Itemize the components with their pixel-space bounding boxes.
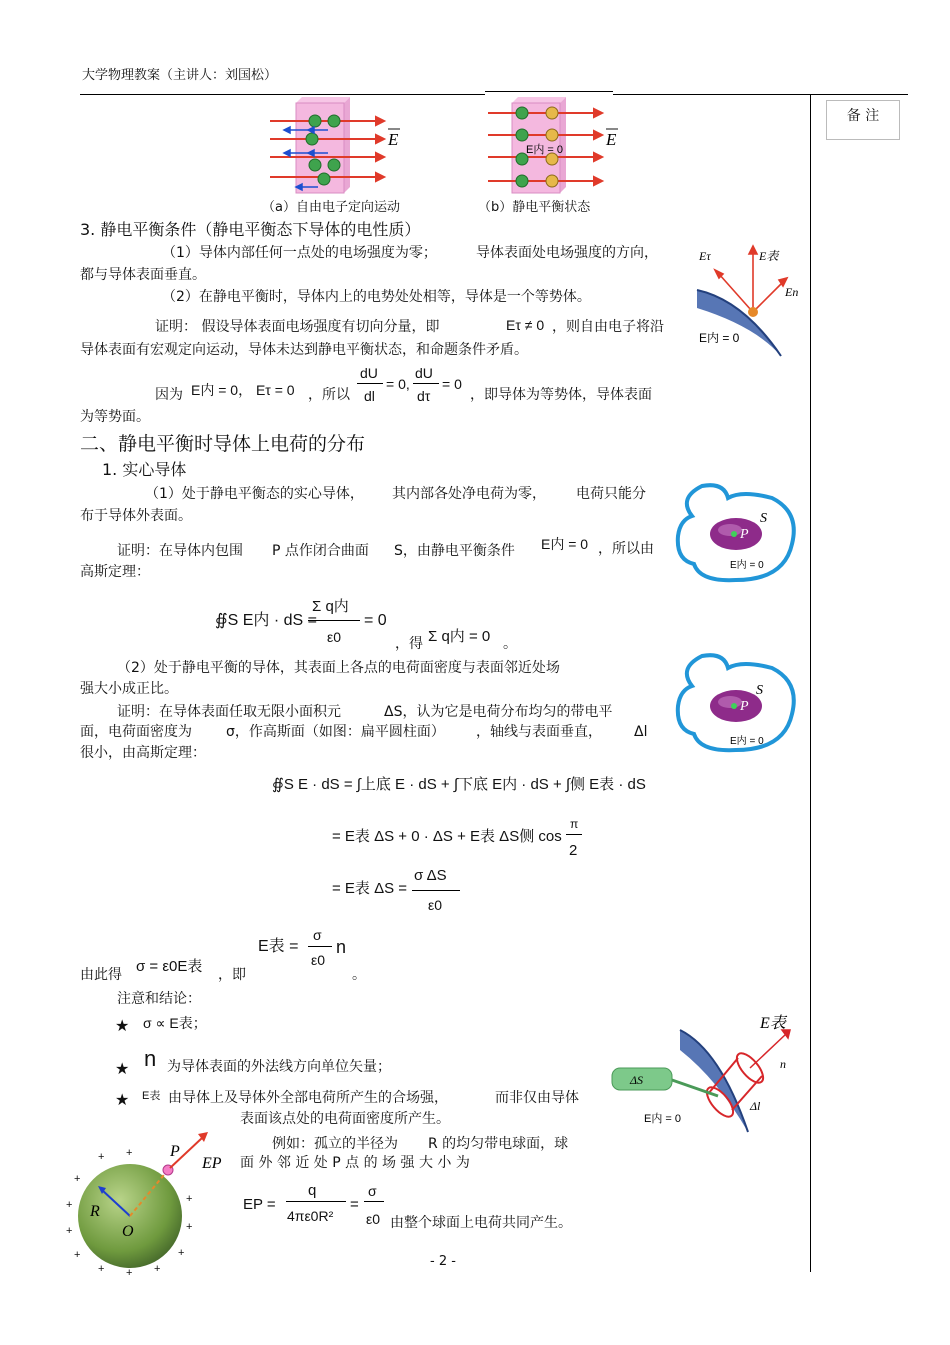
- eq-gauss-eval: = E表 ΔS + 0 · ΔS + E表 ΔS侧 cos: [332, 828, 562, 845]
- header-rule-mid: [485, 91, 613, 92]
- note-3-E: E表: [142, 1090, 161, 1102]
- proof1d: E内 = 0: [541, 536, 589, 552]
- dtau-denominator: dτ: [417, 388, 431, 404]
- svg-text:P: P: [740, 527, 749, 542]
- eq-result-num: σ ΔS: [414, 867, 447, 884]
- eq-result: = E表 ΔS =: [332, 880, 408, 897]
- field-label-a: E: [388, 130, 399, 149]
- page-number: - 2 -: [430, 1254, 456, 1269]
- eq-zero-2: = 0: [442, 376, 462, 392]
- p1a: （1）处于静电平衡态的实心导体，: [145, 486, 364, 502]
- figure-equilibrium: [486, 95, 636, 195]
- notes-title: 注意和结论：: [117, 991, 201, 1007]
- note-3b: 而非仅由导体: [495, 1090, 579, 1106]
- eq-result-den: ε0: [428, 897, 443, 913]
- proof2a: 证明：在导体表面任取无限小面积元: [117, 704, 341, 720]
- star-1: ★: [115, 1016, 130, 1035]
- svg-text:EP: EP: [202, 1155, 222, 1172]
- svg-text:E内 = 0: E内 = 0: [730, 736, 764, 747]
- eq-pi: π: [570, 817, 579, 831]
- svg-text:E内 = 0: E内 = 0: [730, 560, 764, 571]
- proof1f: 高斯定理：: [80, 564, 150, 580]
- svg-text:+: +: [74, 1249, 81, 1261]
- p1b: 其内部各处净电荷为零，: [392, 486, 546, 502]
- ep-eq: =: [350, 1196, 359, 1213]
- period: 。: [503, 636, 517, 652]
- proof1c: S，由静电平衡条件: [394, 543, 515, 559]
- header-title: 大学物理教案（主讲人：刘国松）: [82, 68, 278, 83]
- svg-text:S: S: [760, 511, 767, 526]
- header-rule-right: [613, 94, 908, 95]
- proof-eq: Eτ ≠ 0: [506, 317, 545, 333]
- section2-title: 二、静电平衡时导体上电荷的分布: [80, 433, 366, 455]
- proof-b: ，则自由电子将沿: [552, 319, 664, 335]
- note-3a: 由导体上及导体外全部电荷所产生的合场强，: [168, 1090, 448, 1106]
- svg-text:+: +: [66, 1225, 73, 1237]
- e-vector: E表 =: [258, 938, 299, 955]
- note-2: 为导体表面的外法线方向单位矢量；: [167, 1059, 391, 1075]
- section3-title: 3. 静电平衡条件（静电平衡态下导体的电性质）: [80, 220, 421, 239]
- svg-text:P: P: [740, 699, 749, 714]
- svg-text:+: +: [74, 1173, 81, 1185]
- condition-2: （2）在静电平衡时，导体内上的电势处处相等，导体是一个等势体。: [162, 289, 591, 305]
- n-vector: n: [336, 937, 347, 957]
- p1c: 电荷只能分: [576, 486, 646, 502]
- margin-divider: [810, 94, 811, 1272]
- thus: 由此得: [80, 967, 122, 983]
- svg-text:E内 = 0: E内 = 0: [644, 1113, 681, 1125]
- de: ，得: [395, 636, 423, 652]
- proof1e: ，所以由: [598, 541, 654, 557]
- eq-two: 2: [569, 842, 578, 859]
- ep-num-2: σ: [368, 1183, 377, 1199]
- because: 因为: [155, 387, 183, 403]
- svg-text:P: P: [170, 1143, 180, 1160]
- svg-text:n: n: [780, 1057, 786, 1071]
- svg-text:E表: E表: [760, 1015, 786, 1032]
- ep-den-1: 4πε0R²: [287, 1208, 334, 1224]
- notes-box: [826, 100, 900, 140]
- svg-text:+: +: [186, 1221, 193, 1233]
- eq-conditions: E内 = 0， Eτ = 0: [191, 382, 295, 398]
- gauss-lhs: ∯S E内 · dS =: [215, 612, 317, 629]
- gauss-num: Σ q内: [312, 598, 349, 615]
- svg-text:O: O: [122, 1223, 134, 1240]
- p1d: 布于导体外表面。: [80, 508, 192, 524]
- figure-surface-field: [695, 238, 805, 368]
- condition-1c: 都与导体表面垂直。: [80, 267, 206, 283]
- condition-1b: 导体表面处电场强度的方向，: [476, 245, 658, 261]
- svg-text:+: +: [66, 1199, 73, 1211]
- conclusion-b: 为等势面。: [80, 409, 150, 425]
- note-1: σ ∝ E表；: [143, 1015, 207, 1031]
- proof-a: 证明： 假设导体表面电场强度有切向分量，即: [155, 319, 440, 335]
- svg-text:En: En: [785, 285, 799, 299]
- figure-gauss-cylinder: [610, 1010, 800, 1140]
- ji: ，即: [218, 967, 246, 983]
- svg-text:R: R: [90, 1203, 100, 1220]
- condition-1a: （1）导体内部任何一点处的电场强度为零；: [162, 245, 437, 261]
- p2a: （2）处于静电平衡的导体，其表面上各点的电荷面密度与表面邻近处场: [117, 660, 560, 676]
- sum-q: Σ q内 = 0: [428, 628, 491, 645]
- so: ，所以: [308, 387, 350, 403]
- sigma-eq: σ = ε0E表: [136, 958, 203, 975]
- eq-zero-1: = 0,: [386, 376, 410, 392]
- svg-text:+: +: [98, 1151, 105, 1163]
- fig-b-caption: （b）静电平衡状态: [478, 200, 591, 215]
- proof2d: σ，作高斯面（如图：扁平圆柱面）: [226, 724, 445, 740]
- svg-text:+: +: [126, 1147, 133, 1159]
- svg-text:+: +: [154, 1263, 161, 1275]
- figure-free-electrons: [268, 95, 418, 195]
- svg-text:Δl: Δl: [750, 1099, 761, 1113]
- svg-text:Eτ: Eτ: [699, 249, 711, 263]
- notes-label: 备 注: [846, 108, 880, 124]
- frac-num: σ: [313, 927, 322, 943]
- svg-text:E: E: [606, 130, 617, 149]
- figure-solid-conductor: [672, 480, 802, 585]
- period-2: 。: [352, 967, 366, 983]
- note-3c: 表面该点处的电荷面密度所产生。: [240, 1111, 450, 1127]
- svg-text:+: +: [98, 1263, 105, 1275]
- frac-den: ε0: [311, 952, 326, 968]
- example-b: R 的均匀带电球面，球: [428, 1136, 569, 1152]
- svg-text:+: +: [126, 1267, 133, 1279]
- ep-tail: 由整个球面上电荷共同产生。: [390, 1215, 572, 1231]
- du-numerator-1: dU: [360, 365, 378, 381]
- gauss-den: ε0: [327, 629, 342, 645]
- proof2f: Δl: [634, 724, 648, 740]
- example-a: 例如：孤立的半径为: [272, 1136, 398, 1152]
- ep-den-2: ε0: [366, 1211, 381, 1227]
- dl-denominator: dl: [364, 388, 375, 404]
- fig-a-caption: （a）自由电子定向运动: [262, 200, 400, 215]
- svg-text:S: S: [756, 683, 763, 698]
- svg-text:E内 = 0: E内 = 0: [699, 331, 740, 345]
- svg-text:+: +: [186, 1193, 193, 1205]
- proof2e: ，轴线与表面垂直，: [476, 724, 602, 740]
- proof2b: ΔS，认为它是电荷分布均匀的带电平: [384, 704, 613, 720]
- star-2: ★: [115, 1059, 130, 1078]
- figure-charged-sphere: [62, 1130, 230, 1279]
- du-numerator-2: dU: [415, 365, 433, 381]
- conclusion-a: ，即导体为等势体，导体表面: [470, 387, 652, 403]
- proof-c: 导体表面有宏观定向运动，导体未达到静电平衡状态，和命题条件矛盾。: [80, 342, 528, 358]
- proof1b: P 点作闭合曲面: [272, 543, 369, 559]
- subsection-solid: 1. 实心导体: [102, 460, 187, 479]
- svg-text:E表: E表: [759, 249, 779, 263]
- svg-text:E内 = 0: E内 = 0: [526, 144, 563, 156]
- example-c: 面 外 邻 近 处 P 点 的 场 强 大 小 为: [240, 1155, 470, 1171]
- proof2g: 很小，由高斯定理：: [80, 745, 206, 761]
- star-3: ★: [115, 1090, 130, 1109]
- ep-lhs: EP =: [243, 1196, 276, 1213]
- proof1a: 证明：在导体内包围: [117, 543, 243, 559]
- figure-surface-charge: [672, 650, 802, 755]
- eq-gauss-split: ∯S E · dS = ∫上底 E · dS + ∫下底 E内 · dS + ∫侧 E表 · dS: [272, 776, 646, 793]
- p2b: 强大小成正比。: [80, 681, 178, 697]
- svg-text:+: +: [178, 1247, 185, 1259]
- proof2c: 面，电荷面密度为: [80, 724, 192, 740]
- ep-num-1: q: [308, 1182, 317, 1199]
- note-2-n: n: [144, 1046, 157, 1071]
- gauss-rhs: = 0: [364, 612, 387, 629]
- svg-text:ΔS: ΔS: [630, 1073, 644, 1087]
